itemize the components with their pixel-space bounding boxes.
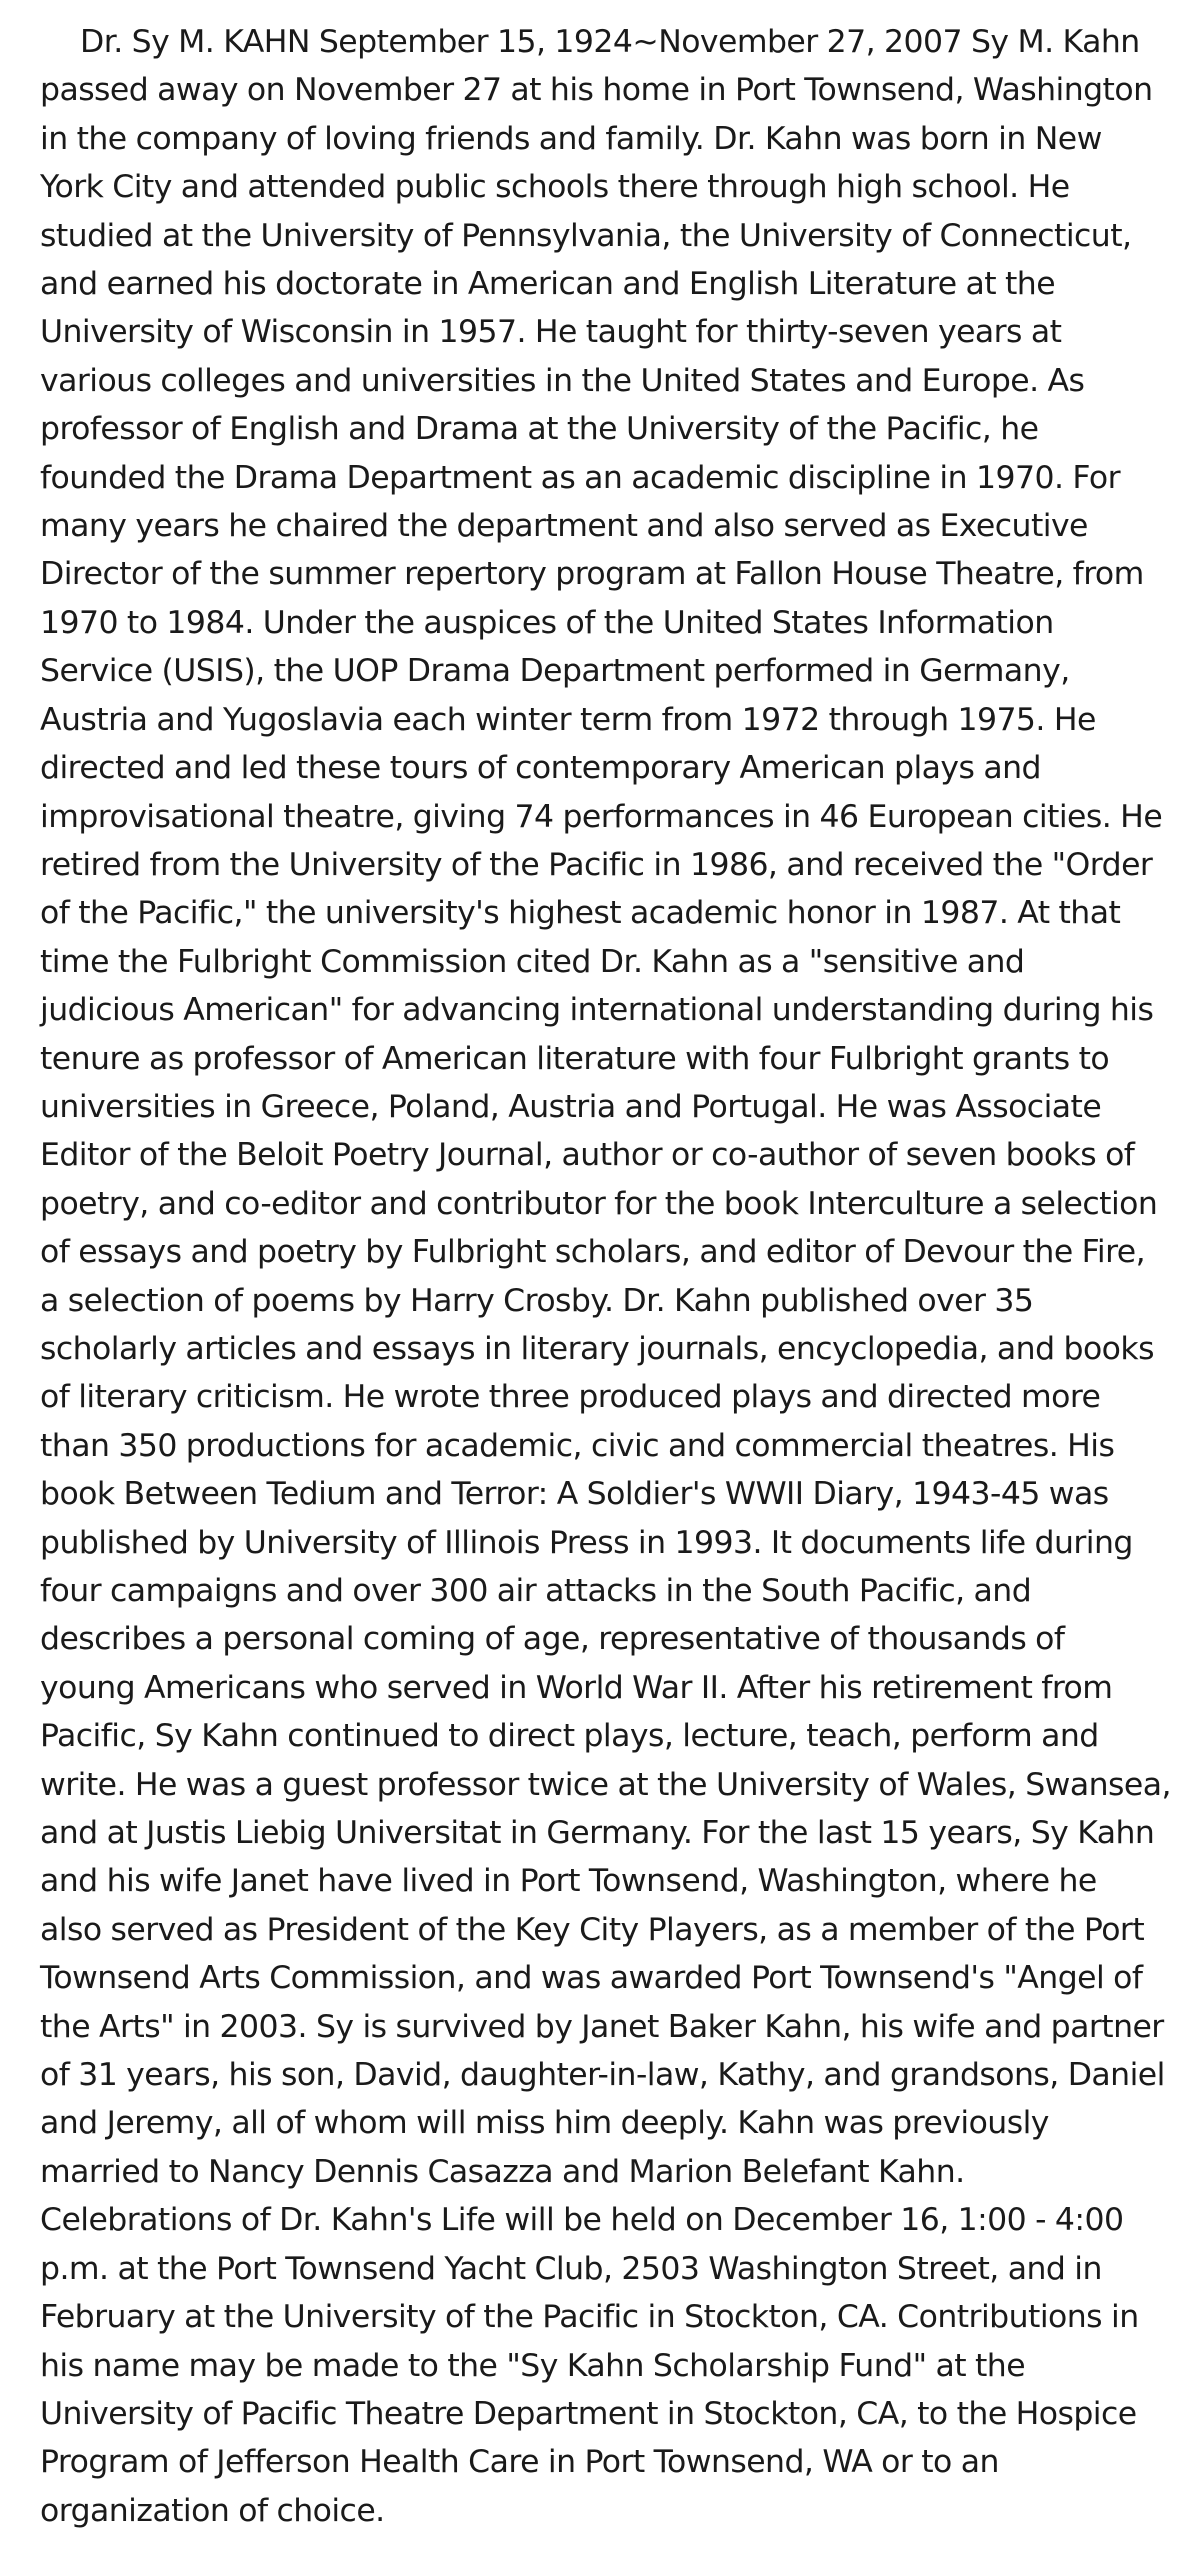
- text-line: time the Fulbright Commission cited Dr. Kahn as a "sensitive and: [40, 943, 1025, 980]
- text-line: organization of choice.: [40, 2492, 385, 2529]
- text-line: February at the University of the Pacific in Stockton, CA. Contributions in: [40, 2299, 1139, 2336]
- text-line: directed and led these tours of contemporary American plays and: [40, 750, 1041, 787]
- text-line: of 31 years, his son, David, daughter-in-law, Kathy, and grandsons, Daniel: [40, 2057, 1165, 2094]
- text-line: 1970 to 1984. Under the auspices of the United States Information: [40, 604, 1054, 641]
- text-line: professor of English and Drama at the University of the Pacific, he: [40, 411, 1039, 448]
- text-line: scholarly articles and essays in literary journals, encyclopedia, and books: [40, 1330, 1154, 1367]
- text-line: of the Pacific," the university's highest academic honor in 1987. At that: [40, 895, 1121, 932]
- text-line: Dr. Sy M. KAHN September 15, 1924~November 27, 2007 Sy M. Kahn: [80, 24, 1140, 60]
- text-line: than 350 productions for academic, civic and commercial theatres. His: [40, 1427, 1115, 1464]
- text-line: many years he chaired the department and also served as Executive: [40, 508, 1088, 545]
- text-line: describes a personal coming of age, representative of thousands of: [40, 1621, 1065, 1658]
- text-line: Service (USIS), the UOP Drama Department performed in Germany,: [40, 653, 1070, 690]
- text-line: judicious American" for advancing international understanding during his: [40, 992, 1154, 1029]
- text-line: improvisational theatre, giving 74 performances in 46 European cities. He: [40, 798, 1163, 835]
- text-line: and Jeremy, all of whom will miss him deeply. Kahn was previously: [40, 2105, 1049, 2142]
- text-line: tenure as professor of American literature with four Fulbright grants to: [40, 1040, 1110, 1077]
- text-line: young Americans who served in World War II. After his retirement from: [40, 1669, 1113, 1706]
- text-line: retired from the University of the Pacific in 1986, and received the "Order: [40, 846, 1153, 883]
- text-line: and earned his doctorate in American and English Literature at the: [40, 266, 1056, 303]
- text-line: University of Pacific Theatre Department in Stockton, CA, to the Hospice: [40, 2395, 1137, 2432]
- text-line: a selection of poems by Harry Crosby. Dr. Kahn published over 35: [40, 1282, 1034, 1319]
- text-line: of literary criticism. He wrote three produced plays and directed more: [40, 1379, 1101, 1416]
- text-line: book Between Tedium and Terror: A Soldier's WWII Diary, 1943-45 was: [40, 1476, 1109, 1513]
- text-line: the Arts" in 2003. Sy is survived by Janet Baker Kahn, his wife and partner: [40, 2008, 1164, 2045]
- text-line: Pacific, Sy Kahn continued to direct plays, lecture, teach, perform and: [40, 1718, 1099, 1755]
- text-line: Celebrations of Dr. Kahn's Life will be held on December 16, 1:00 - 4:00: [40, 2202, 1124, 2239]
- obituary-text: [40, 18, 1170, 2535]
- text-line: p.m. at the Port Townsend Yacht Club, 2503 Washington Street, and in: [40, 2250, 1102, 2287]
- text-line: married to Nancy Dennis Casazza and Marion Belefant Kahn.: [40, 2153, 965, 2190]
- text-line: and at Justis Liebig Universitat in Germany. For the last 15 years, Sy Kahn: [40, 1815, 1155, 1852]
- text-line: York City and attended public schools there through high school. He: [40, 169, 1070, 206]
- text-line: studied at the University of Pennsylvania, the University of Connecticut,: [40, 217, 1132, 254]
- text-line: and his wife Janet have lived in Port Townsend, Washington, where he: [40, 1863, 1097, 1900]
- text-line: write. He was a guest professor twice at the University of Wales, Swansea,: [40, 1766, 1171, 1803]
- text-line: also served as President of the Key City Players, as a member of the Port: [40, 1911, 1145, 1948]
- text-line: of essays and poetry by Fulbright scholars, and editor of Devour the Fire,: [40, 1234, 1146, 1271]
- text-line: his name may be made to the "Sy Kahn Scholarship Fund" at the: [40, 2347, 1026, 2384]
- text-line: Townsend Arts Commission, and was awarded Port Townsend's "Angel of: [40, 1960, 1143, 1997]
- text-line: Program of Jefferson Health Care in Port Townsend, WA or to an: [40, 2444, 999, 2481]
- text-line: founded the Drama Department as an academic discipline in 1970. For: [40, 459, 1120, 496]
- text-line: in the company of loving friends and family. Dr. Kahn was born in New: [40, 120, 1102, 157]
- text-line: four campaigns and over 300 air attacks in the South Pacific, and: [40, 1573, 1032, 1609]
- text-line: poetry, and co-editor and contributor for the book Interculture a selection: [40, 1185, 1158, 1222]
- text-line: published by University of Illinois Press in 1993. It documents life during: [40, 1524, 1133, 1561]
- text-line: Austria and Yugoslavia each winter term from 1972 through 1975. He: [40, 701, 1096, 738]
- text-line: universities in Greece, Poland, Austria and Portugal. He was Associate: [40, 1088, 1102, 1125]
- text-line: Director of the summer repertory program at Fallon House Theatre, from: [40, 556, 1144, 593]
- text-line: University of Wisconsin in 1957. He taught for thirty-seven years at: [40, 314, 1062, 351]
- text-line: passed away on November 27 at his home in Port Townsend, Washington: [40, 72, 1153, 109]
- text-line: Editor of the Beloit Poetry Journal, author or co-author of seven books of: [40, 1137, 1135, 1174]
- text-line: various colleges and universities in the United States and Europe. As: [40, 362, 1085, 399]
